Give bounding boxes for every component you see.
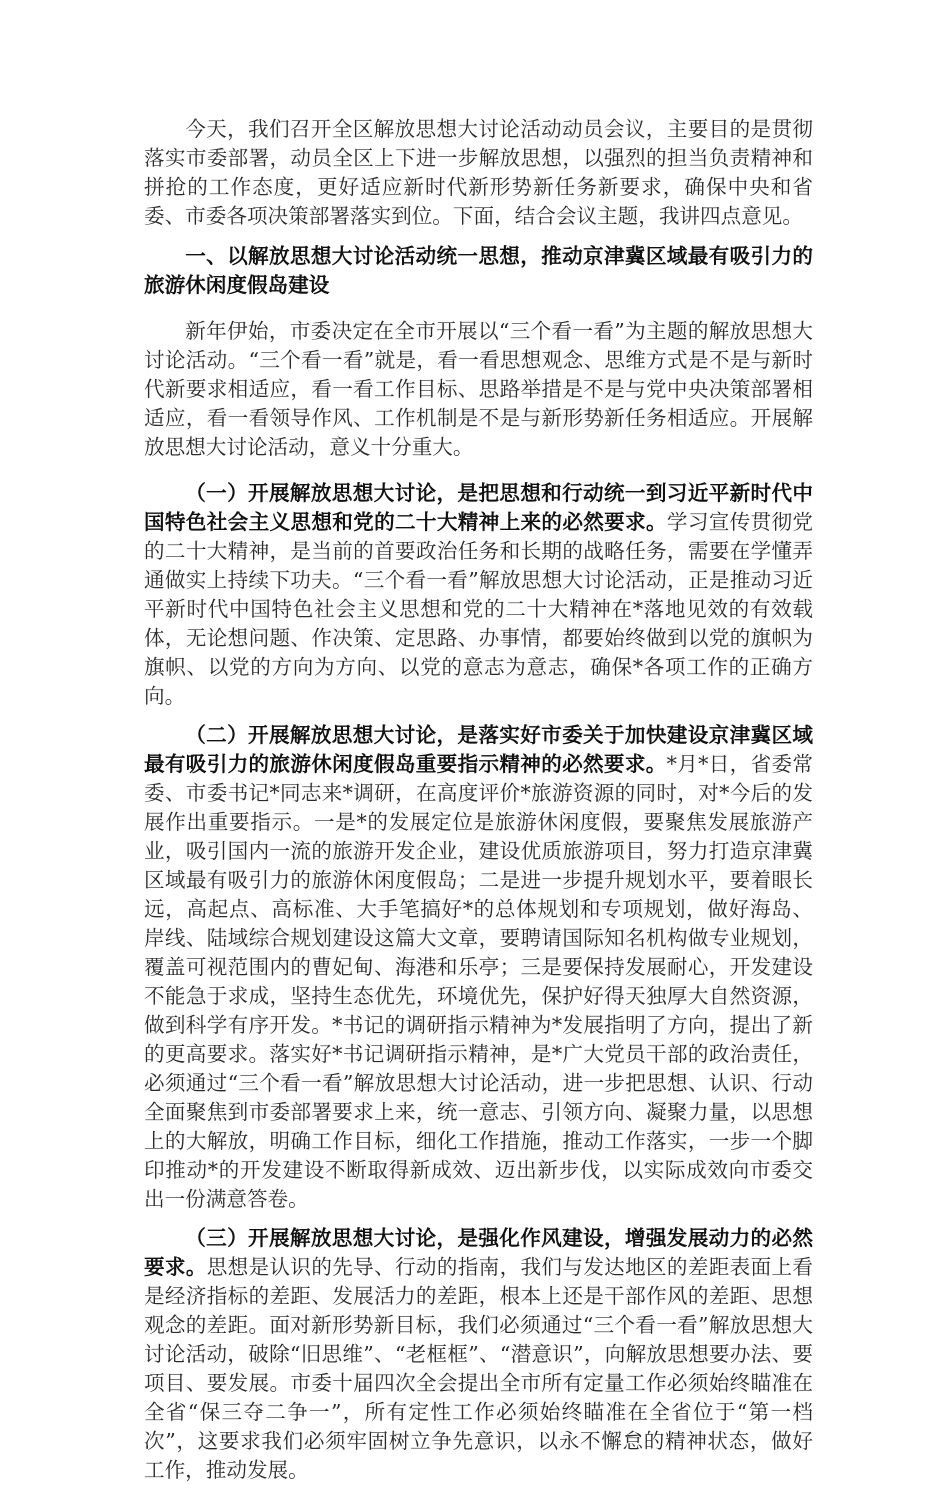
point-3-body: 思想是认识的先导、行动的指南，我们与发达地区的差距表面上看是经济指标的差距、发展活力的差距，根本上还是干部作风的差距、思想观念的差距。面对新形势新目标，我们必须通过“三个看一看”解放思想大讨论活动，破除“旧思维”、“老框框”、“潜意识”，向解放思想要办法、要项目、要发展。市委十届四次全会提出全市所有定量工作必须始终瞄准在全省“保三夺二争一”，所有定性工作必须始终瞄准在全省位于“第一档次”，这要求我们必须牢固树立争先意识，以永不懈怠的精神状态，做好工作，推动发展。 <box>144 1255 813 1482</box>
intro-paragraph: 今天，我们召开全区解放思想大讨论活动动员会议，主要目的是贯彻落实市委部署，动员全区上下进一步解放思想，以强烈的担当负责精神和拼抢的工作态度，更好适应新时代新形势新任务新要求，确保中央和省委、市委各项决策部署落实到位。下面，结合会议主题，我讲四点意见。 <box>144 117 813 228</box>
point-2-body: *月*日，省委常委、市委书记*同志来*调研，在高度评价*旅游资源的同时，对*今后的发展作出重要指示。一是*的发展定位是旅游休闲度假，要聚焦发展旅游产业，吸引国内一流的旅游开发企业，建设优质旅游项目，努力打造京津冀区域最有吸引力的旅游休闲度假岛；二是进一步提升规划水平，要着眼长远，高起点、高标准、大手笔搞好*的总体规划和专项规划，做好海岛、岸线、陆域综合规划建设这篇大文章，要聘请国际知名机构做专业规划，覆盖可视范围内的曹妃甸、海港和乐亭；三是要保持发展耐心，开发建设不能急于求成，坚持生态优先，环境优先，保护好得天独厚大自然资源，做到科学有序开发。*书记的调研指示精神为*发展指明了方向，提出了新的更高要求。落实好*书记调研指示精神，是*广大党员干部的政治责任，必须通过“三个看一看”解放思想大讨论活动，进一步把思想、认识、行动全面聚焦到市委部署要求上来，统一意志、引领方向、凝聚力量，以思想上的大解放，明确工作目标，细化工作措施，推动工作落实，一步一个脚印推动*的开发建设不断取得新成效、迈出新步伐，以实际成效向市委交出一份满意答卷。 <box>144 752 813 1211</box>
section-heading-1: 一、以解放思想大讨论活动统一思想，推动京津冀区域最有吸引力的旅游休闲度假岛建设 <box>144 244 813 297</box>
point-2-lead: （二）开展解放思想大讨论，是落实好市委关于加快建设京津冀区域最有吸引力的旅游休闲度假岛重要指示精神的必然要求。 <box>144 723 813 776</box>
point-1-paragraph <box>144 479 813 711</box>
point-3-lead: （三）开展解放思想大讨论，是强化作风建设，增强发展动力的必然要求。 <box>144 1226 813 1279</box>
point-2-paragraph <box>144 721 813 1214</box>
point-1-body: 学习宣传贯彻党的二十大精神，是当前的首要政治任务和长期的战略任务，需要在学懂弄通做实上持续下功夫。“三个看一看”解放思想大讨论活动，正是推动习近平新时代中国特色社会主义思想和党的二十大精神在*落地见效的有效载体，无论想问题、作决策、定思路、办事情，都要始终做到以党的旗帜为旗帜、以党的方向为方向、以党的意志为意志，确保*各项工作的正确方向。 <box>144 510 813 708</box>
document-page <box>144 115 813 1485</box>
point-1-lead: （一）开展解放思想大讨论，是把思想和行动统一到习近平新时代中国特色社会主义思想和党的二十大精神上来的必然要求。 <box>144 481 813 534</box>
point-3-paragraph <box>144 1224 813 1485</box>
section1-intro-paragraph: 新年伊始，市委决定在全市开展以“三个看一看”为主题的解放思想大讨论活动。“三个看一看”就是，看一看思想观念、思维方式是不是与新时代新要求相适应，看一看工作目标、思路举措是不是与党中央决策部署相适应，看一看领导作风、工作机制是不是与新形势新任务相适应。开展解放思想大讨论活动，意义十分重大。 <box>144 319 813 459</box>
